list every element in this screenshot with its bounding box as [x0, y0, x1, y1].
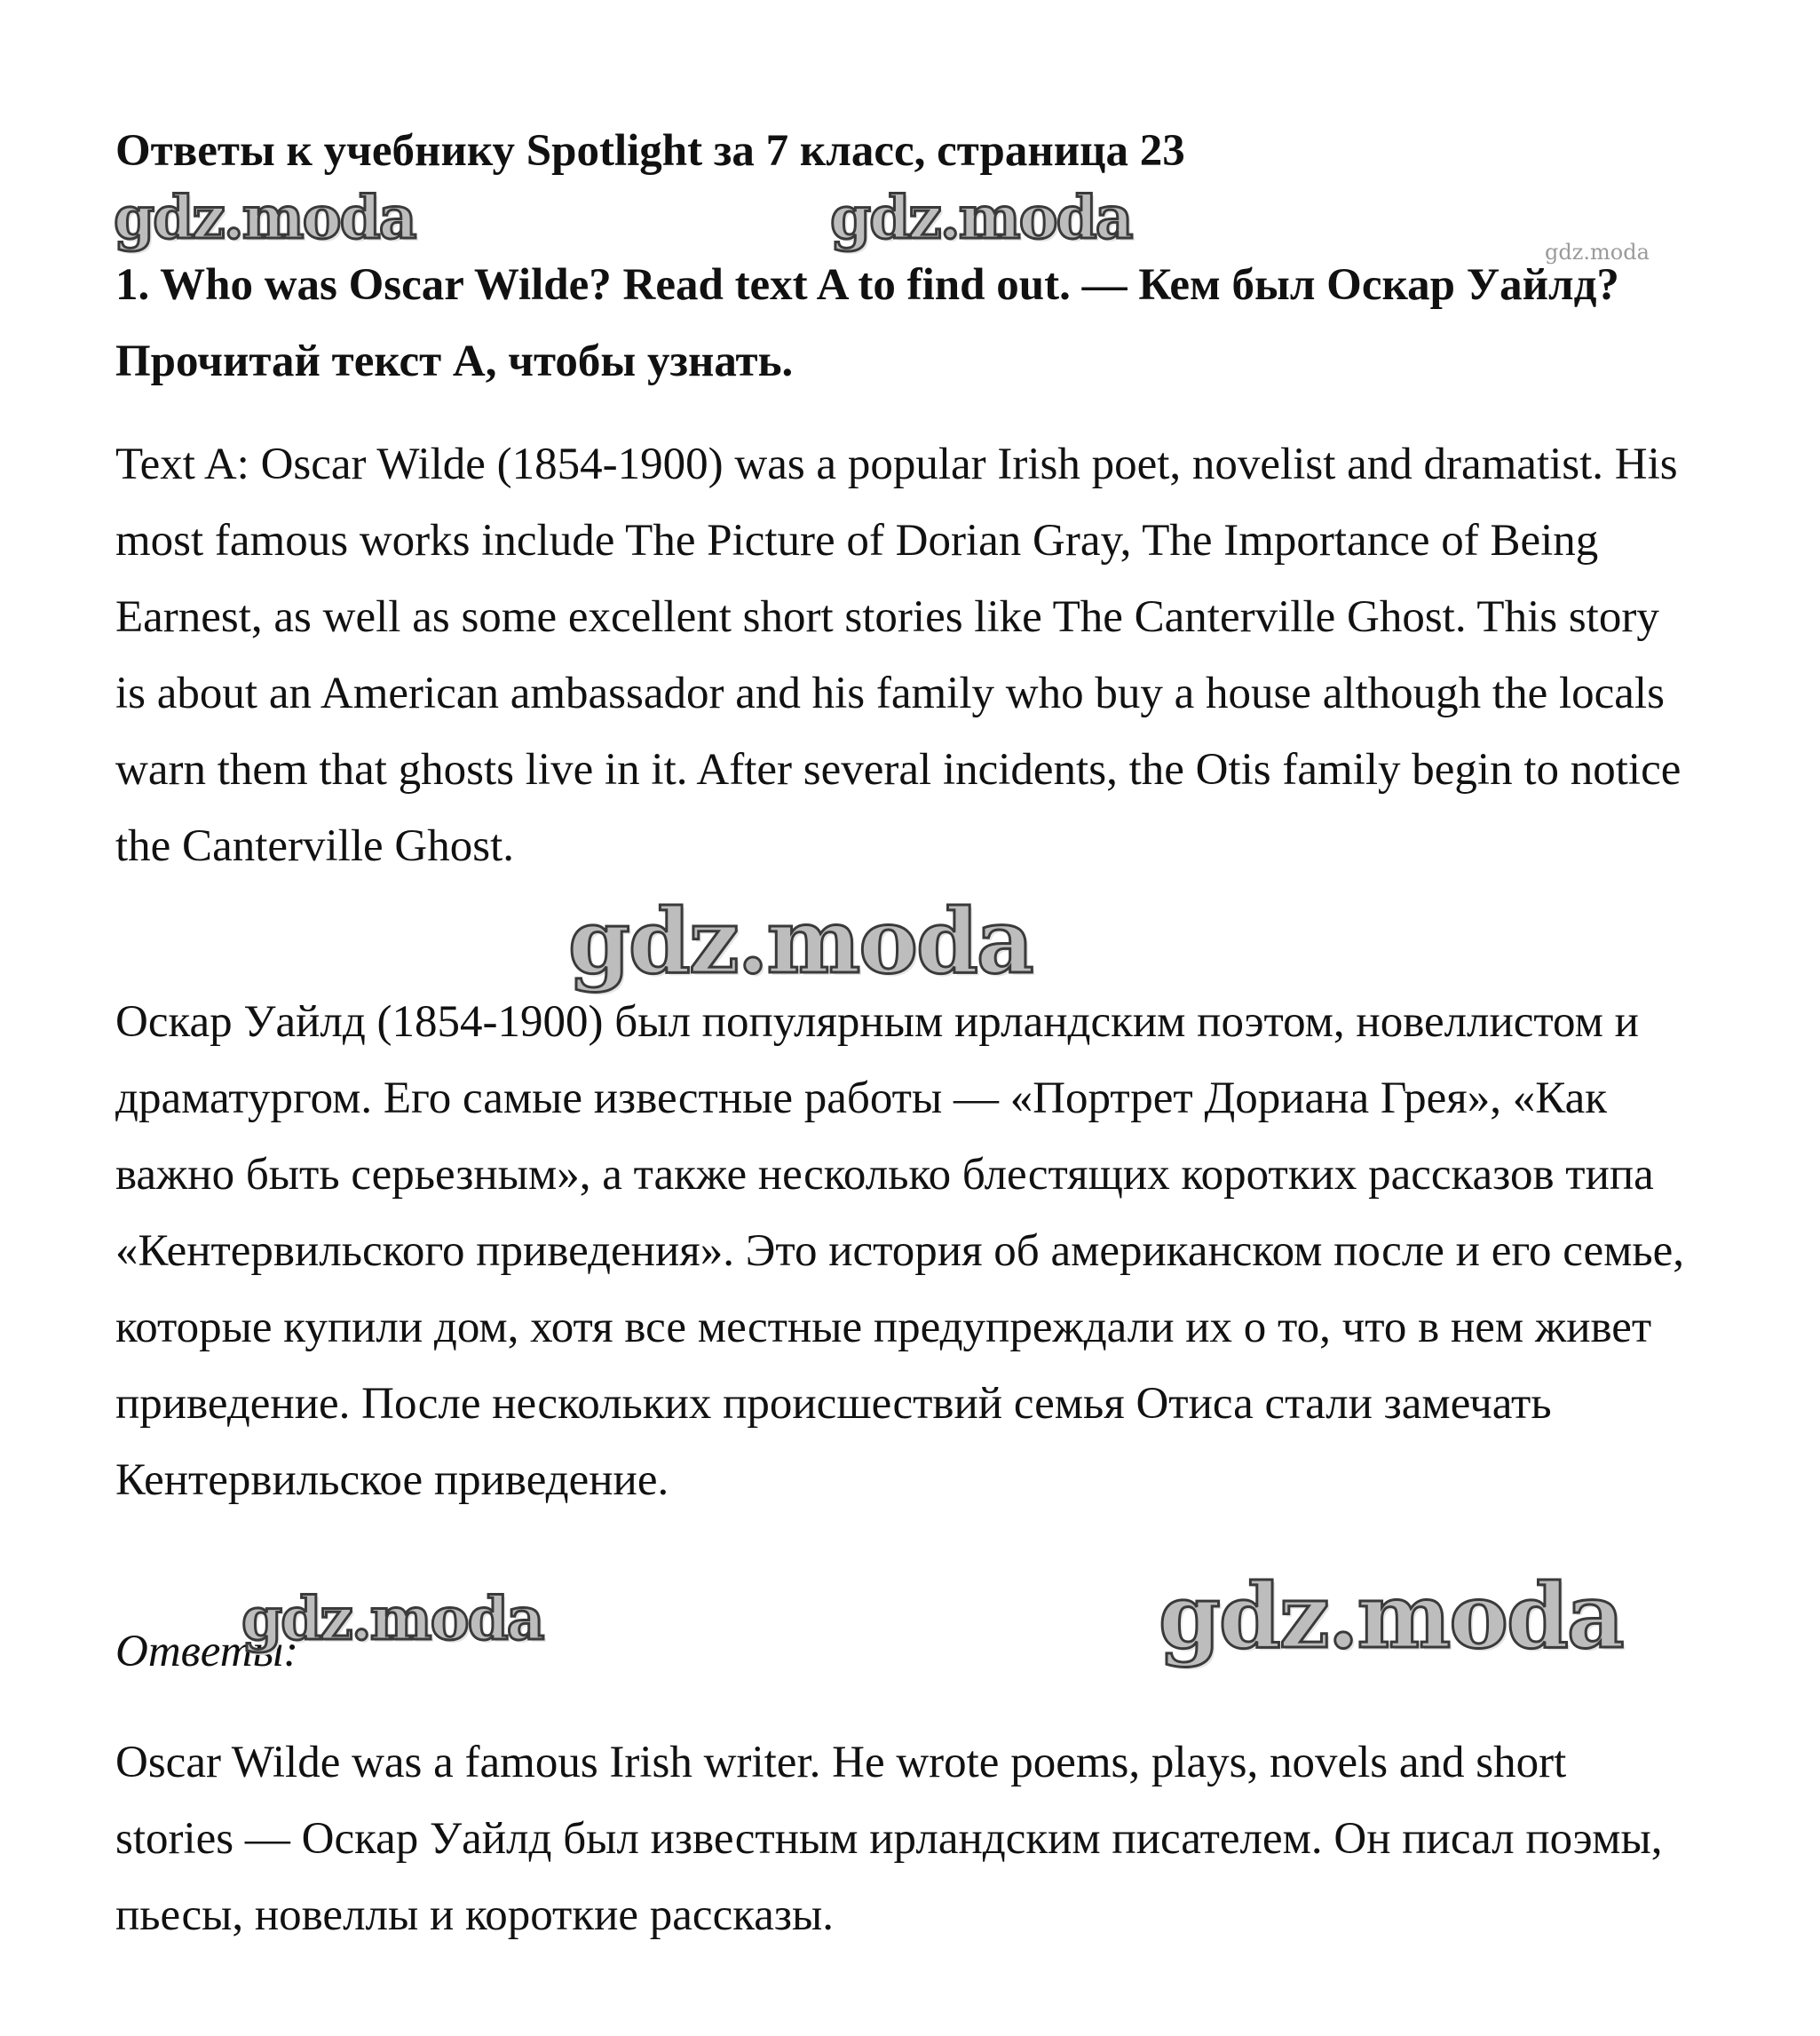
text-a-paragraph: Text A: Oscar Wilde (1854-1900) was a popular Irish poet, novelist and dramatist. His most famous works include The Picture of Dorian Gray, The Importance of Being Earnest, as well as some excellent short stories like The Canterville Ghost. This story is about an American ambassador and his family who buy a house although the locals warn them that ghosts live in it. After several incidents, the Otis family begin to notice the Canterville Ghost. — [115, 440, 1682, 871]
watermark-logo: gdz.moda — [830, 183, 1132, 252]
watermark-logo: gdz.moda — [1159, 1564, 1623, 1668]
watermark-logo: gdz.moda — [114, 183, 415, 252]
page-title: Ответы к учебнику Spotlight за 7 класс, страница 23 — [115, 126, 1185, 176]
watermark-logo: gdz.moda — [568, 889, 1033, 994]
answer-paragraph: Oscar Wilde was a famous Irish writer. He wrote poems, plays, novels and short stories — Оскар Уайлд был известным ирландским писателем. Он писал поэмы, пьесы, новеллы и короткие рассказы. — [115, 1738, 1663, 1940]
watermark-logo-small: gdz.moda — [1545, 240, 1650, 265]
answers-label: Ответы: — [115, 1627, 299, 1676]
translation-paragraph: Оскар Уайлд (1854-1900) был популярным ирландским поэтом, новеллистом и драматургом. Его самые известные работы — «Портрет Дориана Грея», «Как важно быть серьезным», а также несколько блестящих коротких рассказов типа «Кентервильского приведения». Это история об американском после и его семье, которые купили дом, хотя все местные предупреждали их о то, что в нем живет приведение. После нескольких происшествий семья Отиса стали замечать Кентервильское приведение. — [115, 997, 1685, 1505]
task-heading: 1. Who was Oscar Wilde? Read text A to find out. — Кем был Оскар Уайлд? Прочитай текст A, чтобы узнать. — [115, 260, 1619, 386]
watermark-logo: gdz.moda — [241, 1584, 543, 1653]
